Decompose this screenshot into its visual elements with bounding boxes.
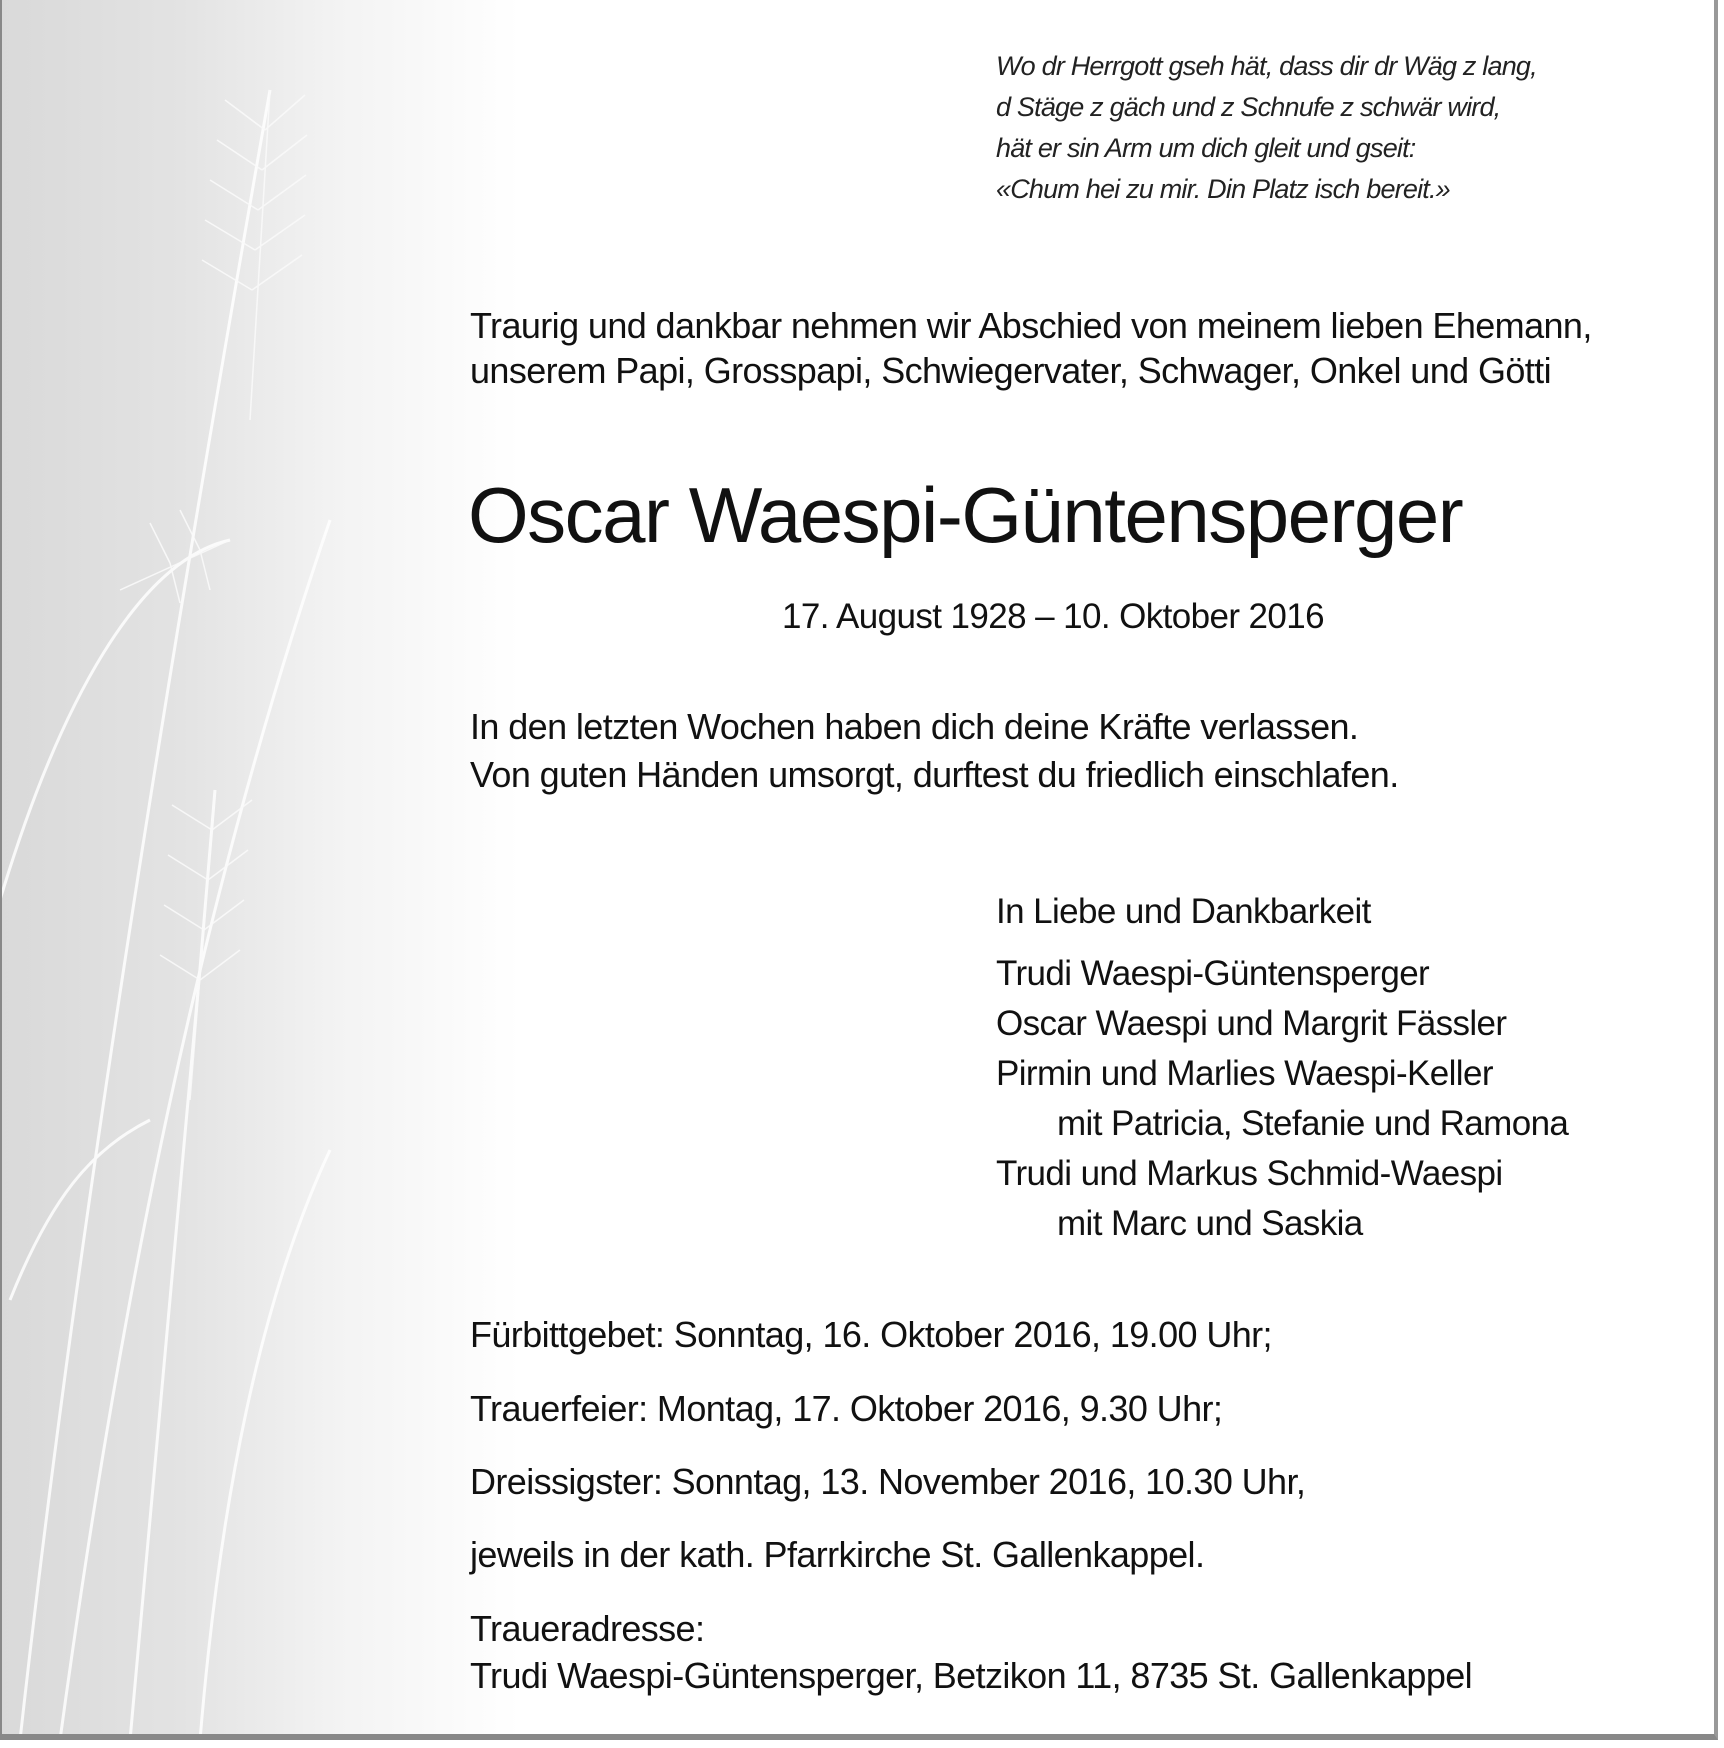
quote-line: d Stäge z gäch und z Schnufe z schwär wird, bbox=[996, 92, 1501, 122]
service-line: Trauerfeier: Montag, 17. Oktober 2016, 9.30 Uhr; bbox=[470, 1388, 1223, 1429]
address-value: Trudi Waespi-Güntensperger, Betzikon 11, 8735 St. Gallenkappel bbox=[470, 1655, 1473, 1696]
mourner-line: mit Patricia, Stefanie und Ramona bbox=[1057, 1104, 1569, 1143]
service-line: Fürbittgebet: Sonntag, 16. Oktober 2016, 19.00 Uhr; bbox=[470, 1314, 1272, 1355]
intro-line: Traurig und dankbar nehmen wir Abschied von meinem lieben Ehemann, bbox=[470, 305, 1592, 346]
signature-heading: In Liebe und Dankbarkeit bbox=[996, 892, 1371, 931]
mourner-line: Pirmin und Marlies Waespi-Keller bbox=[996, 1054, 1493, 1093]
intro-line: unserem Papi, Grosspapi, Schwiegervater, Schwager, Onkel und Götti bbox=[470, 350, 1551, 391]
quote-line: «Chum hei zu mir. Din Platz isch bereit.» bbox=[996, 174, 1450, 204]
quote-line: hät er sin Arm um dich gleit und gseit: bbox=[996, 133, 1416, 163]
message-line: Von guten Händen umsorgt, durftest du friedlich einschlafen. bbox=[470, 754, 1399, 795]
service-line: jeweils in der kath. Pfarrkirche St. Gallenkappel. bbox=[470, 1534, 1205, 1575]
mourner-line: Oscar Waespi und Margrit Fässler bbox=[996, 1004, 1507, 1043]
mourner-line: Trudi Waespi-Güntensperger bbox=[996, 954, 1430, 993]
life-dates: 17. August 1928 – 10. Oktober 2016 bbox=[782, 597, 1324, 636]
service-line: Dreissigster: Sonntag, 13. November 2016, 10.30 Uhr, bbox=[470, 1461, 1306, 1502]
mourner-line: mit Marc und Saskia bbox=[1057, 1204, 1363, 1243]
address-label: Traueradresse: bbox=[470, 1608, 705, 1649]
quote-line: Wo dr Herrgott gseh hät, dass dir dr Wäg z lang, bbox=[996, 51, 1537, 81]
deceased-name: Oscar Waespi-Güntensperger bbox=[468, 471, 1463, 559]
mourner-line: Trudi und Markus Schmid-Waespi bbox=[996, 1154, 1503, 1193]
message-line: In den letzten Wochen haben dich deine Kräfte verlassen. bbox=[470, 706, 1359, 747]
